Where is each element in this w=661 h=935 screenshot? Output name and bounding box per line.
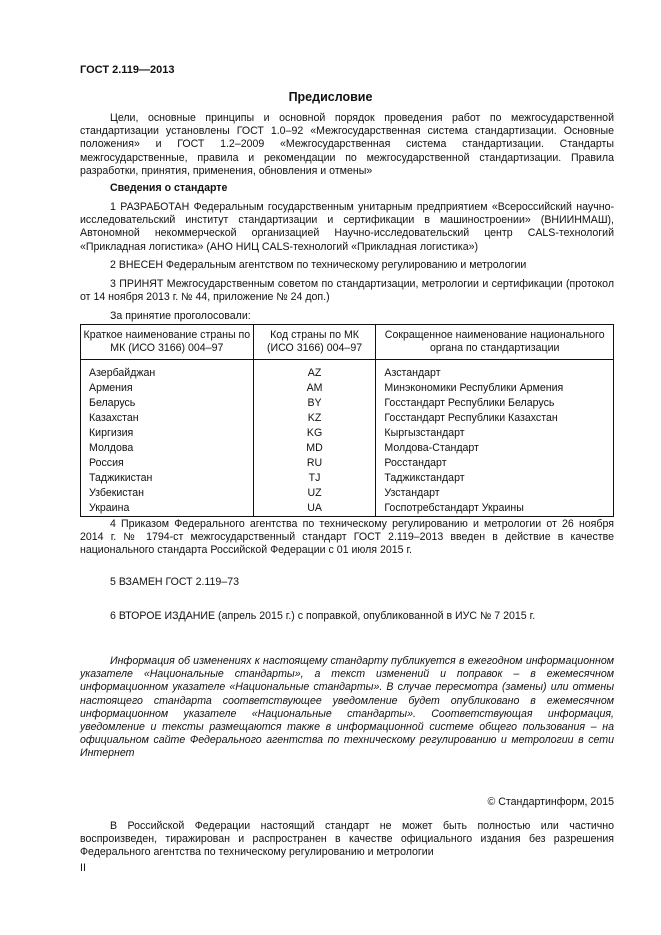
- table-header-code: Код страны по МК (ИСО 3166) 004–97: [253, 325, 376, 360]
- standards-body-cell: Минэкономики Республики Армения: [376, 381, 614, 396]
- section-heading: Сведения о стандарте: [110, 182, 228, 194]
- table-row: [81, 486, 614, 501]
- item-adopted: 3 ПРИНЯТ Межгосударственным советом по стандартизации, метрологии и сертификации (протокол от 14 ноября 2013 г. № 44, приложение № 24 доп.): [80, 278, 614, 304]
- standards-body-cell: Азстандарт: [376, 360, 614, 382]
- standards-body-cell: Госстандарт Республики Казахстан: [376, 411, 614, 426]
- intro-paragraph: Цели, основные принципы и основной порядок проведения работ по межгосударственной стандартизации установлены ГОСТ 1.0–92 «Межгосударственная система стандартизации. Основные положения» и ГОСТ 1.2–2009 «Межгосударственная система стандартизации. Стандарты межгосударственные, правила и рекомендации по межгосударственной стандартизации. Правила разработки, принятия, применения, обновления и отмены»: [80, 112, 614, 177]
- item-replaced: 5 ВЗАМЕН ГОСТ 2.119–73: [110, 576, 239, 588]
- notice-paragraph: Информация об изменениях к настоящему стандарту публикуется в ежегодном информационном указателе «Национальные стандарты», а текст изменений и поправок – в ежемесячном информационном указателе «Национальные стандарты». В случае пересмотра (замены) или отмены настоящего стандарта соответствующее уведомление будет опубликовано в ежемесячном информационном указателе «Национальные стандарты». Соответствующая информация, уведомление и тексты размещаются также в информационной системе общего пользования – на официальном сайте Федерального агентства по техническому регулированию и метрологии в сети Интернет: [80, 655, 614, 760]
- table-header-body: Сокращенное наименование национального органа по стандартизации: [376, 325, 614, 360]
- country-code-cell: TJ: [253, 471, 376, 486]
- country-code-cell: KZ: [253, 411, 376, 426]
- country-code-cell: MD: [253, 441, 376, 456]
- country-name-cell: Украина: [81, 501, 254, 517]
- country-name-cell: Россия: [81, 456, 254, 471]
- item-developed: 1 РАЗРАБОТАН Федеральным государственным унитарным предприятием «Всероссийский научно-исследовательский институт стандартизации и сертификации в машиностроении» (ВНИИНМАШ), Автономной некоммерческой организацией Научно-исследовательский центр CALS-технологий «Прикладная логистика» (АНО НИЦ CALS-технологий «Прикладная логистика»): [80, 201, 614, 253]
- country-name-cell: Азербайджан: [81, 360, 254, 382]
- country-code-cell: AZ: [253, 360, 376, 382]
- standards-body-cell: Кыргызстандарт: [376, 426, 614, 441]
- item-introduced: 2 ВНЕСЕН Федеральным агентством по техническому регулированию и метрологии: [110, 259, 527, 271]
- table-row: [81, 441, 614, 456]
- standards-body-cell: Узстандарт: [376, 486, 614, 501]
- country-code-cell: UZ: [253, 486, 376, 501]
- table-row: [81, 381, 614, 396]
- country-name-cell: Таджикистан: [81, 471, 254, 486]
- copyright-line: © Стандартинформ, 2015: [487, 796, 614, 808]
- standards-body-cell: Молдова-Стандарт: [376, 441, 614, 456]
- item-order: 4 Приказом Федерального агентства по техническому регулированию и метрологии от 26 ноября 2014 г. № 1794-ст межгосударственный стандарт ГОСТ 2.119–2013 введен в действие в качестве национального стандарта Российской Федерации с 01 июля 2015 г.: [80, 518, 614, 557]
- country-name-cell: Узбекистан: [81, 486, 254, 501]
- table-row: [81, 396, 614, 411]
- table-row: [81, 426, 614, 441]
- country-name-cell: Беларусь: [81, 396, 254, 411]
- page-number: II: [80, 862, 86, 874]
- country-name-cell: Киргизия: [81, 426, 254, 441]
- standards-body-cell: Госстандарт Республики Беларусь: [376, 396, 614, 411]
- table-row: [81, 471, 614, 486]
- standards-body-cell: Госпотребстандарт Украины: [376, 501, 614, 517]
- table-row: [81, 360, 614, 382]
- table-header-country: Краткое наименование страны по МК (ИСО 3166) 004–97: [81, 325, 254, 360]
- standards-body-cell: Росстандарт: [376, 456, 614, 471]
- standards-body-cell: Таджикстандарт: [376, 471, 614, 486]
- table-row: [81, 501, 614, 517]
- voting-table: [80, 324, 614, 517]
- doc-code-header: ГОСТ 2.119—2013: [80, 64, 175, 76]
- item-edition: 6 ВТОРОЕ ИЗДАНИЕ (апрель 2015 г.) с поправкой, опубликованной в ИУС № 7 2015 г.: [110, 610, 536, 622]
- country-code-cell: KG: [253, 426, 376, 441]
- rights-paragraph: В Российской Федерации настоящий стандарт не может быть полностью или частично воспроизведен, тиражирован и распространен в качестве официального издания без разрешения Федерального агентства по техническому регулированию и метрологии: [80, 820, 614, 859]
- page-title: Предисловие: [288, 90, 373, 104]
- country-code-cell: AM: [253, 381, 376, 396]
- country-name-cell: Молдова: [81, 441, 254, 456]
- country-code-cell: BY: [253, 396, 376, 411]
- table-row: [81, 411, 614, 426]
- table-row: [81, 456, 614, 471]
- country-name-cell: Казахстан: [81, 411, 254, 426]
- country-code-cell: RU: [253, 456, 376, 471]
- voted-label: За принятие проголосовали:: [110, 310, 251, 322]
- country-name-cell: Армения: [81, 381, 254, 396]
- country-code-cell: UA: [253, 501, 376, 517]
